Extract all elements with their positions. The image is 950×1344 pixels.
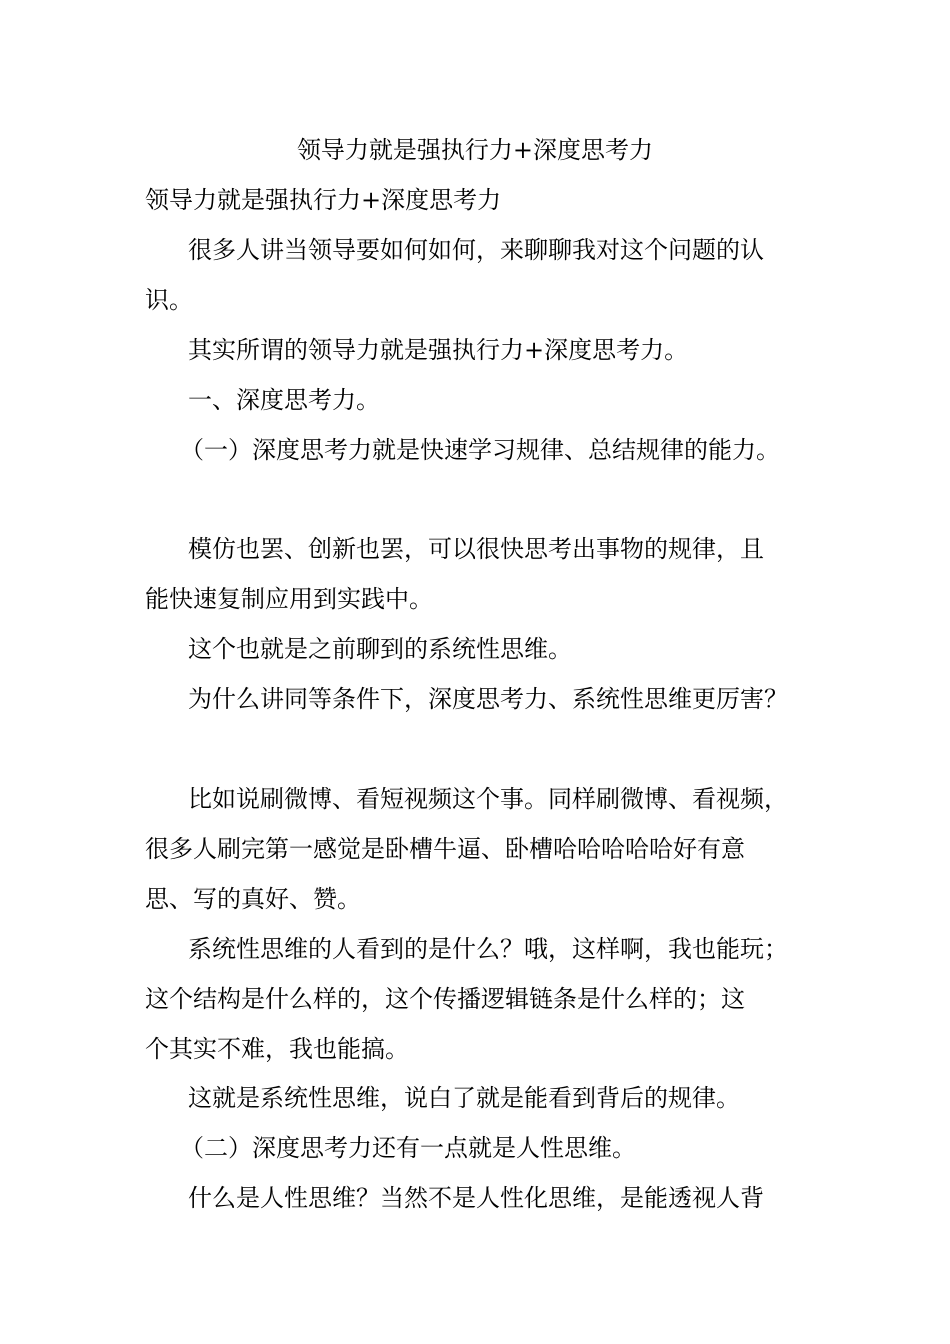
paragraph-line: 模仿也罢、创新也罢，可以很快思考出事物的规律，且 [188,535,764,563]
paragraph-line: 这个结构是什么样的，这个传播逻辑链条是什么样的；这 [145,985,745,1013]
paragraph-line: 识。 [145,286,193,314]
paragraph-line: 为什么讲同等条件下，深度思考力、系统性思维更厉害？ [188,685,788,713]
paragraph-line: 什么是人性思维？当然不是人性化思维，是能透视人背 [188,1184,764,1212]
paragraph-line: 系统性思维的人看到的是什么？哦，这样啊，我也能玩； [188,935,788,963]
section-heading: 一、深度思考力。 [188,386,380,414]
page-title: 领导力就是强执行力+深度思考力 [296,136,654,164]
paragraph-line: 比如说刷微博、看短视频这个事。同样刷微博、看视频， [188,785,788,813]
paragraph-line: 这就是系统性思维，说白了就是能看到背后的规律。 [188,1084,740,1112]
paragraph-line: 很多人讲当领导要如何如何，来聊聊我对这个问题的认 [188,236,764,264]
paragraph-line: 能快速复制应用到实践中。 [145,585,433,613]
paragraph-line: 个其实不难，我也能搞。 [145,1035,409,1063]
subtitle-line: 领导力就是强执行力+深度思考力 [145,186,502,214]
paragraph-line: 这个也就是之前聊到的系统性思维。 [188,635,572,663]
paragraph-line: 很多人刷完第一感觉是卧槽牛逼、卧槽哈哈哈哈哈好有意 [145,835,745,863]
subsection-heading: （二）深度思考力还有一点就是人性思维。 [180,1134,636,1162]
paragraph-line: 思、写的真好、赞。 [145,885,361,913]
subsection-heading: （一）深度思考力就是快速学习规律、总结规律的能力。 [180,436,780,464]
paragraph-line: 其实所谓的领导力就是强执行力+深度思考力。 [188,336,689,364]
